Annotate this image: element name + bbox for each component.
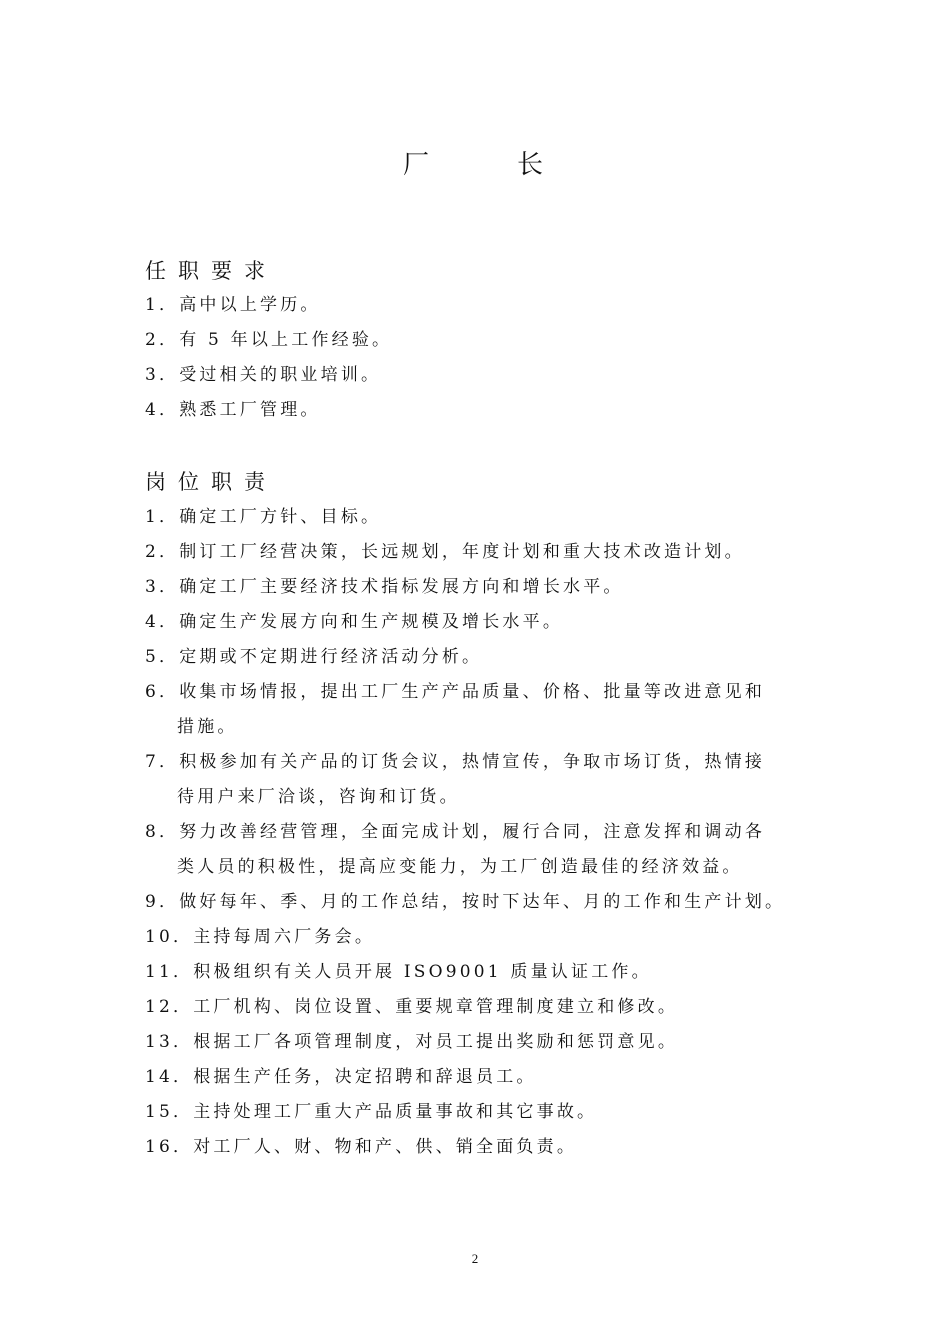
- list-item: [145, 745, 825, 815]
- list-item: [145, 675, 825, 745]
- list-item: [145, 1095, 825, 1130]
- list-item: [145, 1060, 825, 1095]
- list-item: [145, 920, 825, 955]
- list-item-text: 7．积极参加有关产品的订货会议，热情宣传，争取市场订货，热情接: [145, 752, 766, 772]
- requirements-list: [145, 288, 825, 428]
- list-item-text: 2．制订工厂经营决策，长远规划，年度计划和重大技术改造计划。: [145, 542, 745, 562]
- title-char-right: 长: [517, 150, 548, 180]
- list-item-continuation: 措施。: [177, 717, 238, 737]
- list-item-text: 5．定期或不定期进行经济活动分析。: [145, 647, 483, 667]
- title-char-left: 厂: [402, 150, 433, 180]
- list-item-text: 15．主持处理工厂重大产品质量事故和其它事故。: [145, 1102, 598, 1122]
- list-item-text: 11．积极组织有关人员开展 ISO9001 质量认证工作。: [145, 962, 652, 982]
- list-item-text: 13．根据工厂各项管理制度，对员工提出奖励和惩罚意见。: [145, 1032, 679, 1052]
- list-item: [145, 640, 825, 675]
- list-item-text: 6．收集市场情报，提出工厂生产产品质量、价格、批量等改进意见和: [145, 682, 766, 702]
- list-item: [145, 1025, 825, 1060]
- list-item: 4．熟悉工厂管理。: [145, 400, 321, 420]
- list-item-text: 8．努力改善经营管理，全面完成计划，履行合同，注意发挥和调动各: [145, 822, 766, 842]
- requirements-heading: 任职要求: [145, 259, 277, 283]
- duties-list: [145, 500, 825, 1165]
- list-item-text: 14．根据生产任务，决定招聘和辞退员工。: [145, 1067, 537, 1087]
- list-item-text: 10．主持每周六厂务会。: [145, 927, 376, 947]
- list-item: 2．有 5 年以上工作经验。: [145, 330, 393, 350]
- list-item: [145, 535, 825, 570]
- list-item-text: 4．确定生产发展方向和生产规模及增长水平。: [145, 612, 564, 632]
- page-number: 2: [471, 1251, 479, 1266]
- list-item: [145, 605, 825, 640]
- list-item: [145, 815, 825, 885]
- duties-heading: 岗位职责: [145, 470, 277, 494]
- list-item-continuation: 类人员的积极性，提高应变能力，为工厂创造最佳的经济效益。: [177, 857, 743, 877]
- list-item: [145, 500, 825, 535]
- list-item-text: 3．确定工厂主要经济技术指标发展方向和增长水平。: [145, 577, 624, 597]
- list-item: [145, 955, 825, 990]
- list-item: [145, 990, 825, 1025]
- list-item: [145, 885, 825, 920]
- list-item: [145, 1130, 825, 1165]
- list-item: 3．受过相关的职业培训。: [145, 365, 382, 385]
- list-item-text: 1．确定工厂方针、目标。: [145, 507, 382, 527]
- page-title: [0, 144, 950, 181]
- list-item-text: 16．对工厂人、财、物和产、供、销全面负责。: [145, 1137, 578, 1157]
- list-item-continuation: 待用户来厂洽谈，咨询和订货。: [177, 787, 460, 807]
- list-item-text: 9．做好每年、季、月的工作总结，按时下达年、月的工作和生产计划。: [145, 892, 786, 912]
- list-item: 1．高中以上学历。: [145, 295, 321, 315]
- list-item-text: 12．工厂机构、岗位设置、重要规章管理制度建立和修改。: [145, 997, 679, 1017]
- list-item: [145, 570, 825, 605]
